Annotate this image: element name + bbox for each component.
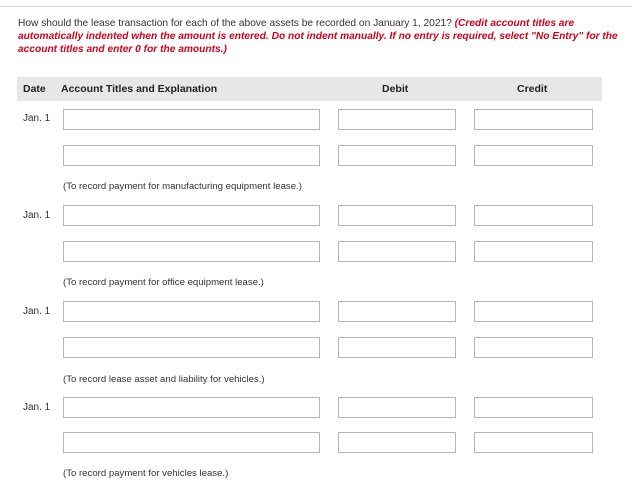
debit-input[interactable]	[338, 145, 456, 166]
question-instructions: (Credit account titles are automatically indented when the amount is entered. Do not indent manually. If no entry is required, select "No Entry" for the account titles and enter 0 for the amounts.)	[18, 18, 618, 55]
debit-input[interactable]	[338, 432, 456, 453]
entry-explanation: (To record payment for vehicles lease.)	[63, 468, 229, 479]
entry-date: Jan. 1	[23, 402, 51, 413]
debit-input[interactable]	[338, 241, 456, 262]
header-account-titles: Account Titles and Explanation	[61, 83, 218, 95]
credit-input[interactable]	[474, 109, 593, 130]
entry-explanation: (To record payment for manufacturing equipment lease.)	[63, 181, 302, 192]
credit-input[interactable]	[474, 241, 593, 262]
entry-date: Jan. 1	[23, 113, 51, 124]
credit-input[interactable]	[474, 145, 593, 166]
credit-input[interactable]	[474, 301, 593, 322]
credit-input[interactable]	[474, 397, 593, 418]
credit-input[interactable]	[474, 432, 593, 453]
header-credit: Credit	[517, 83, 548, 95]
credit-input[interactable]	[474, 205, 593, 226]
debit-input[interactable]	[338, 205, 456, 226]
account-title-input[interactable]	[63, 301, 320, 322]
header-debit: Debit	[382, 83, 409, 95]
entry-explanation: (To record payment for office equipment lease.)	[63, 277, 264, 288]
header-date: Date	[23, 83, 46, 95]
debit-input[interactable]	[338, 397, 456, 418]
question-prompt: How should the lease transaction for each of the above assets be recorded on January 1, 2021?	[18, 18, 455, 29]
account-title-input[interactable]	[63, 145, 320, 166]
journal-table-header	[17, 77, 602, 101]
account-title-input[interactable]	[63, 241, 320, 262]
credit-input[interactable]	[474, 337, 593, 358]
account-title-input[interactable]	[63, 205, 320, 226]
debit-input[interactable]	[338, 301, 456, 322]
debit-input[interactable]	[338, 337, 456, 358]
debit-input[interactable]	[338, 109, 456, 130]
entry-date: Jan. 1	[23, 306, 51, 317]
question-text	[18, 17, 618, 56]
entry-explanation: (To record lease asset and liability for vehicles.)	[63, 374, 265, 385]
entry-date: Jan. 1	[23, 210, 51, 221]
account-title-input[interactable]	[63, 337, 320, 358]
top-divider	[0, 6, 632, 7]
account-title-input[interactable]	[63, 109, 320, 130]
account-title-input[interactable]	[63, 397, 320, 418]
account-title-input[interactable]	[63, 432, 320, 453]
